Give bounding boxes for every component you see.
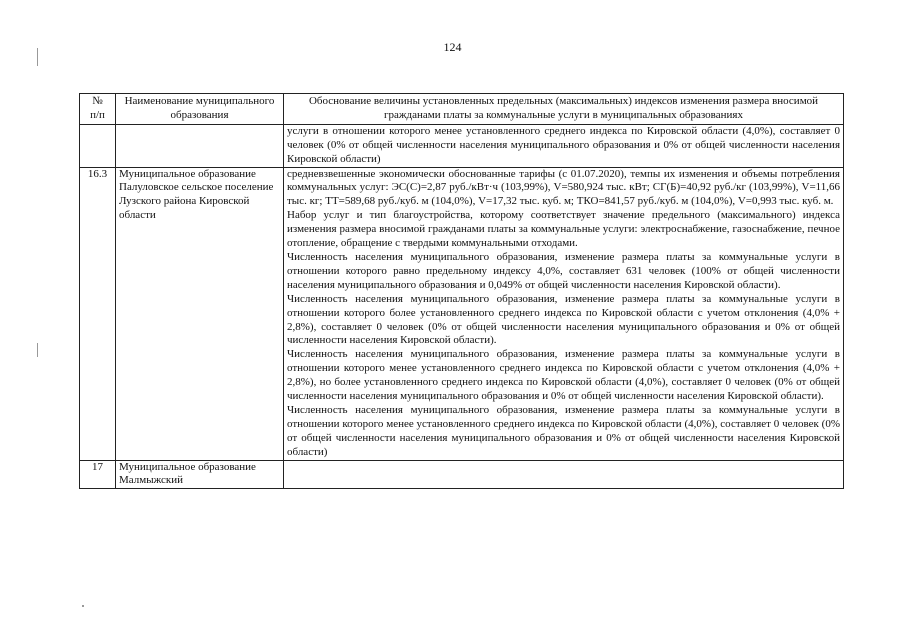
- row-num: 17: [80, 460, 116, 489]
- row-num: 16.3: [80, 167, 116, 460]
- table-header-row: [80, 94, 844, 125]
- header-name: Наименование муниципального образования: [116, 94, 284, 125]
- row-text: [284, 167, 844, 460]
- row-name: [116, 124, 284, 167]
- paragraph-population-below: Численность населения муниципального образования, изменение размера платы за коммунальные услуги в отношении которого менее установленного среднего индекса по Кировской области (4,0%), составляет 0 человек (0% от общей численности населения муниципального образования и 0% от общей численности населения Кировской области): [287, 403, 840, 458]
- row-name: Муниципальное образование Малмыжский: [116, 460, 284, 489]
- paragraph-population-above: Численность населения муниципального образования, изменение размера платы за коммунальные услуги в отношении которого более установленного среднего индекса по Кировской области с учетом отклонения (4,0% + 2,8%), составляет 0 человек (0% от общей численности населения муниципального образования и 0% от общей численности населения Кировской области).: [287, 292, 840, 347]
- scan-mark-top: [37, 48, 38, 66]
- index-justification-table: [79, 93, 844, 489]
- table-row-16-3: [80, 167, 844, 460]
- row-num: [80, 124, 116, 167]
- scan-mark-middle: [37, 343, 38, 357]
- paragraph-population-equal: Численность населения муниципального образования, изменение размера платы за коммунальные услуги в отношении которого равно предельному индексу 4,0%, составляет 631 человек (100% от общей численности населения муниципального образования и 0,049% от общей численности населения Кировской области).: [287, 250, 840, 291]
- row-name: Муниципальное образование Палуловское сельское поселение Лузского района Кировской области: [116, 167, 284, 460]
- paragraph-tariffs: средневзвешенные экономически обоснованные тарифы (с 01.07.2020), темпы их изменения и объемы потребления коммунальных услуг: ЭС(С)=2,87 руб./кВт·ч (103,99%), V=580,924 тыс. кВт; СГ(Б)=40,92 руб./кг (103,99%), V=11,66 тыс. кг; ТТ=589,68 руб./куб. м (104,0%), V=17,32 тыс. куб. м; ТКО=841,57 руб./куб. м (104,0%), V=0,993 тыс. куб. м.: [287, 167, 840, 208]
- header-basis: Обоснование величины установленных предельных (максимальных) индексов изменения размера вносимой гражданами платы за коммунальные услуги в муниципальных образованиях: [284, 94, 844, 125]
- scan-mark-bottom: [82, 605, 84, 607]
- paragraph-services: Набор услуг и тип благоустройства, которому соответствует значение предельного (максимального) индекса изменения размера вносимой гражданами платы за коммунальные услуги: электроснабжение, газоснабжение, печное отопление, обращение с твердыми коммунальными отходами.: [287, 209, 840, 250]
- row-text: [284, 460, 844, 489]
- table-row-continuation: [80, 124, 844, 167]
- row-text: услуги в отношении которого менее установленного среднего индекса по Кировской области (4,0%), составляет 0 человек (0% от общей численности населения муниципального образования и 0% от общей численности населения Кировской области): [284, 124, 844, 167]
- paragraph-population-between: Численность населения муниципального образования, изменение размера платы за коммунальные услуги в отношении которого менее установленного среднего индекса по Кировской области с учетом отклонения (4,0% + 2,8%), но более установленного среднего индекса по Кировской области (4,0%), составляет 0 человек (0% от общей численности населения муниципального образования и 0% от общей численности населения Кировской области).: [287, 348, 840, 403]
- page-number: 124: [443, 40, 462, 54]
- header-num: № п/п: [80, 94, 116, 125]
- table-row-17: [80, 460, 844, 489]
